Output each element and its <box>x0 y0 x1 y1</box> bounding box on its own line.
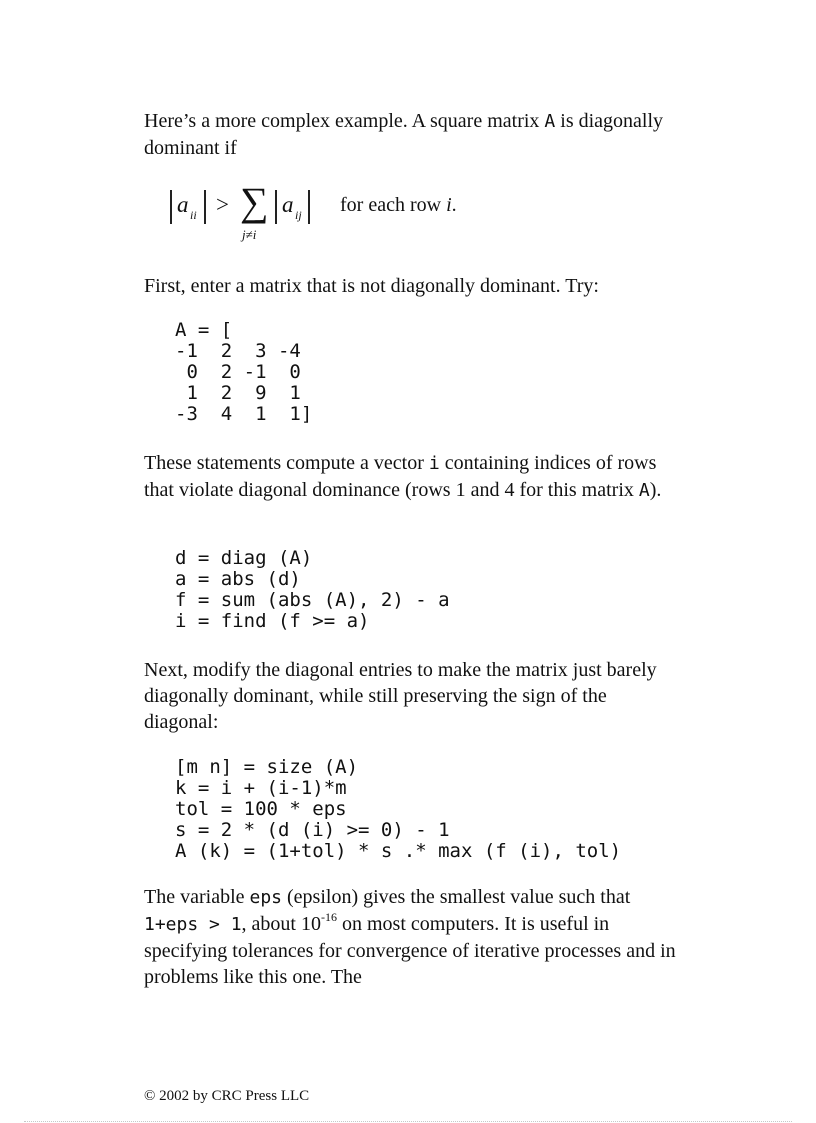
rhs-subscript: ij <box>295 208 302 222</box>
code-line: d = diag (A) <box>175 547 313 569</box>
condition-end: . <box>451 194 457 216</box>
intro-text-end: is diagonally dominant if <box>144 110 664 159</box>
abs-bar-right-1 <box>204 190 206 224</box>
inline-code-eps: eps <box>249 887 283 908</box>
code-line: a = abs (d) <box>175 568 301 590</box>
paragraph-modify: Next, modify the diagonal entries to make the matrix just barely diagonally dominant, while still preserving the sign of the diagonal: <box>144 659 657 733</box>
summation-limit: j≠i <box>242 227 257 242</box>
code-line: -3 4 1 1] <box>175 403 313 425</box>
eps-text-end: on most computers. It is useful in specifying tolerances for convergence of iterative processes and in problems like this one. The <box>144 913 676 988</box>
compute-text-end: ). <box>649 479 662 501</box>
intro-text: Here’s a more complex example. A square matrix <box>144 110 545 132</box>
summation-icon: ∑ <box>240 179 269 224</box>
inline-code-i: i <box>428 453 440 474</box>
code-line: 1 2 9 1 <box>175 382 301 404</box>
compute-text-mid: containing indices of rows that violate diagonal dominance (rows 1 and 4 for this matrix <box>144 452 657 501</box>
code-line: k = i + (i-1)*m <box>175 777 347 799</box>
code-line: f = sum (abs (A), 2) - a <box>175 589 450 611</box>
abs-bar-left-2 <box>275 190 277 224</box>
lhs-variable: a <box>177 192 189 217</box>
paragraph-compute <box>144 450 684 504</box>
paragraph-eps <box>144 884 684 990</box>
inline-code-A: A <box>544 111 556 132</box>
rhs-variable: a <box>282 192 294 217</box>
eps-text: The variable <box>144 886 250 908</box>
lhs-subscript: ii <box>190 208 197 222</box>
condition-text: for each row <box>340 194 447 216</box>
abs-bar-right-2 <box>308 190 310 224</box>
code-block-modify <box>175 757 621 862</box>
paragraph-intro <box>144 108 684 161</box>
abs-bar-left-1 <box>170 190 172 224</box>
exponent: -16 <box>320 910 337 924</box>
condition-variable: i <box>446 194 452 216</box>
compute-text: These statements compute a vector <box>144 452 429 474</box>
copyright-footer: © 2002 by CRC Press LLC <box>144 1088 310 1104</box>
code-line: s = 2 * (d (i) >= 0) - 1 <box>175 819 450 841</box>
code-line: tol = 100 * eps <box>175 798 347 820</box>
greater-than-sign: > <box>216 192 229 217</box>
code-line: [m n] = size (A) <box>175 756 359 778</box>
code-block-dominance <box>175 548 450 632</box>
page-edge-divider <box>24 1121 792 1122</box>
condition <box>340 194 457 217</box>
diagonal-dominance-equation <box>170 180 690 250</box>
code-block-matrix <box>175 320 312 425</box>
eps-text-mid: (epsilon) gives the smallest value such that <box>282 886 631 908</box>
paragraph-first: First, enter a matrix that is not diagonally dominant. Try: <box>144 275 599 297</box>
code-line: A = [ <box>175 319 233 341</box>
eps-text-about: , about 10 <box>241 913 321 935</box>
code-line: -1 2 3 -4 <box>175 340 301 362</box>
code-line: i = find (f >= a) <box>175 610 370 632</box>
inline-code-A: A <box>638 480 650 501</box>
code-line: A (k) = (1+tol) * s .* max (f (i), tol) <box>175 840 622 862</box>
inline-code-1-plus-eps: 1+eps > 1 <box>144 914 242 935</box>
code-line: 0 2 -1 0 <box>175 361 301 383</box>
